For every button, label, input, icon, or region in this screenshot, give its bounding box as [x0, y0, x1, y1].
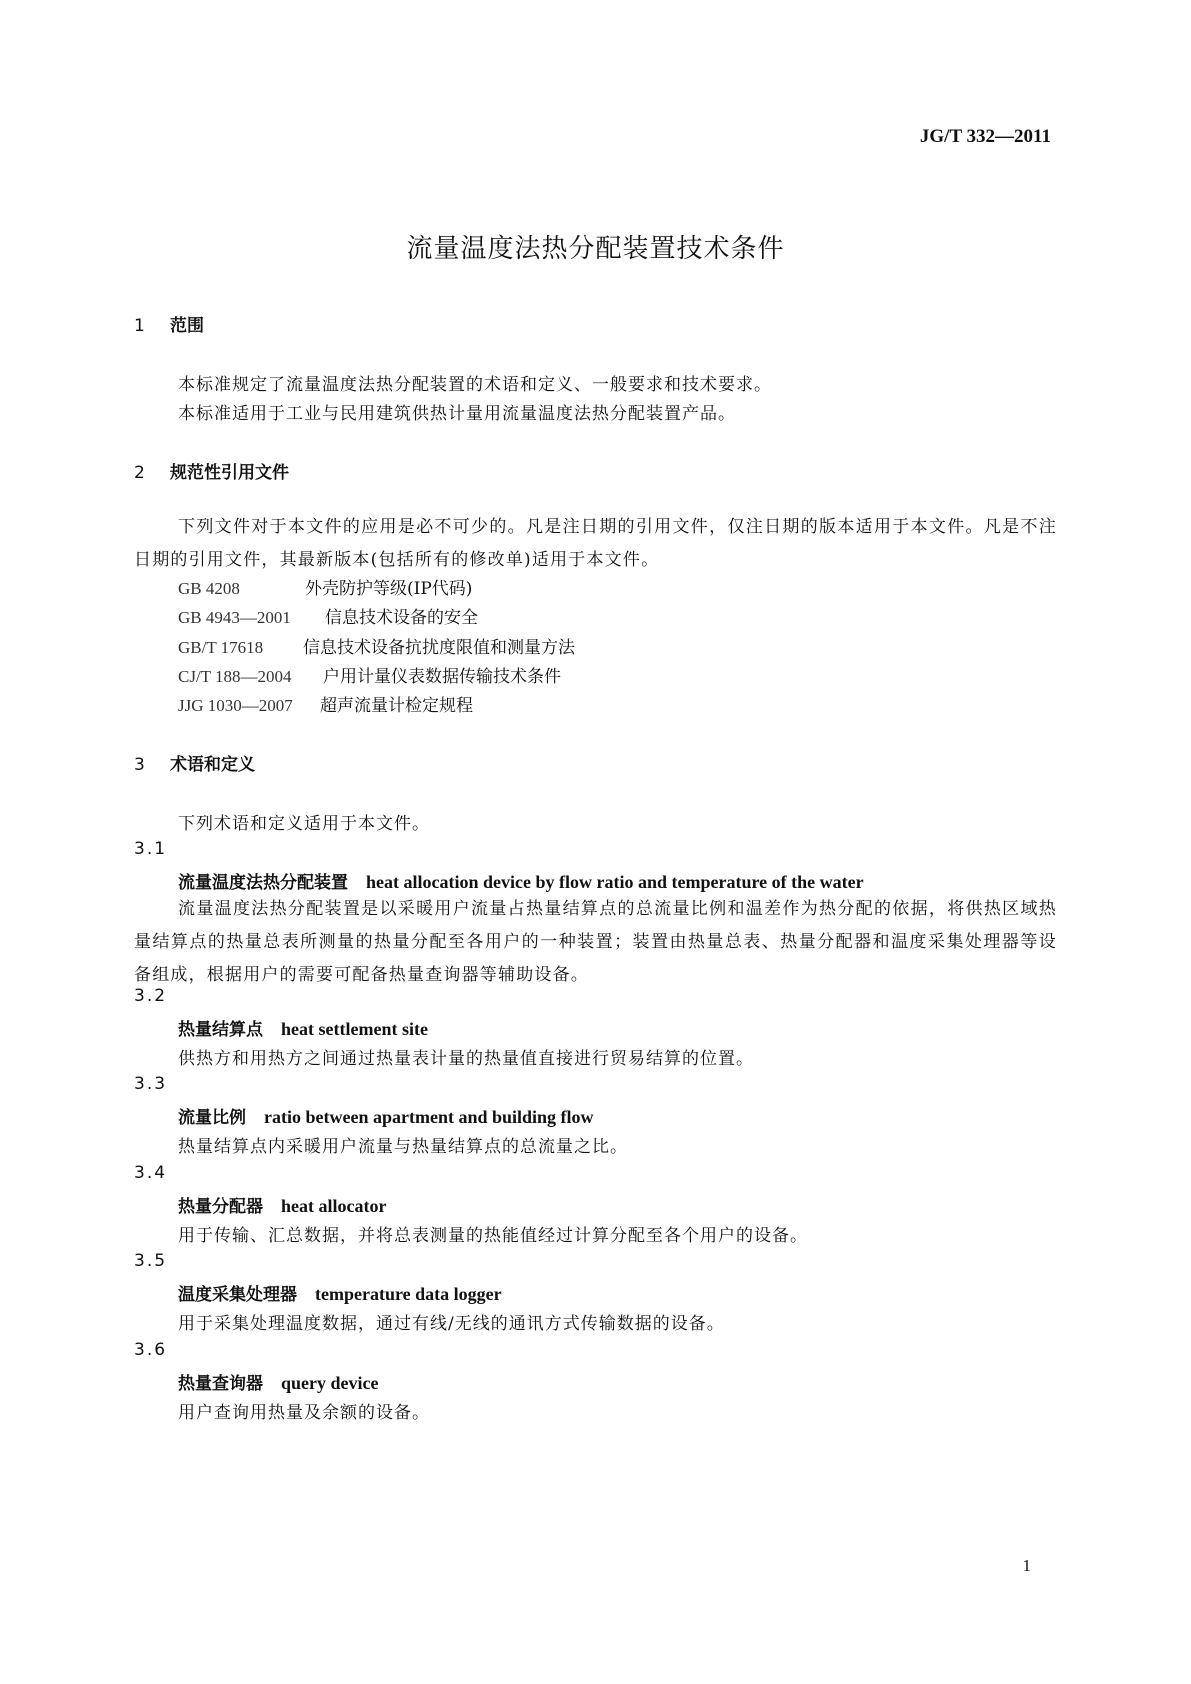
section-number: 2	[134, 463, 145, 483]
clause-number: 3.6	[134, 1340, 168, 1360]
term-chinese: 流量比例	[178, 1108, 246, 1128]
term-heading	[178, 1103, 594, 1128]
term-chinese: 热量查询器	[178, 1374, 263, 1394]
term-english: temperature data logger	[315, 1284, 502, 1304]
section-number: 1	[134, 316, 145, 336]
terms-intro: 下列术语和定义适用于本文件。	[178, 814, 430, 834]
term-definition: 供热方和用热方之间通过热量表计量的热量值直接进行贸易结算的位置。	[178, 1049, 754, 1069]
reference-title: 外壳防护等级(IP代码)	[305, 579, 473, 599]
reference-title: 户用计量仪表数据传输技术条件	[323, 667, 561, 687]
term-english: query device	[281, 1373, 379, 1393]
term-heading	[178, 1192, 386, 1217]
section-title: 术语和定义	[170, 755, 255, 775]
clause-number: 3.5	[134, 1251, 168, 1271]
reference-code: GB 4943—2001	[178, 608, 291, 627]
term-english: heat allocator	[281, 1196, 387, 1216]
term-english: heat settlement site	[281, 1019, 428, 1039]
page-number: 1	[1022, 1556, 1031, 1575]
clause-number: 3.4	[134, 1163, 168, 1183]
reference-item	[178, 691, 473, 716]
term-english: ratio between apartment and building flow	[264, 1107, 594, 1127]
section-3-heading	[134, 750, 255, 775]
section-number: 3	[134, 755, 145, 775]
term-heading	[178, 1015, 428, 1040]
standard-code: JG/T 332—2011	[919, 126, 1051, 147]
reference-item	[178, 603, 478, 628]
references-intro: 下列文件对于本文件的应用是必不可少的。凡是注日期的引用文件，仅注日期的版本适用于本文件。凡是不注日期的引用文件，其最新版本(包括所有的修改单)适用于本文件。	[134, 517, 1057, 570]
reference-code: JJG 1030—2007	[178, 696, 293, 715]
term-heading	[178, 868, 864, 893]
scope-paragraph: 本标准规定了流量温度法热分配装置的术语和定义、一般要求和技术要求。	[178, 375, 772, 395]
term-heading	[178, 1369, 378, 1394]
term-chinese: 热量结算点	[178, 1020, 263, 1040]
reference-item	[178, 662, 561, 687]
clause-number: 3.1	[134, 839, 168, 859]
term-chinese: 热量分配器	[178, 1197, 263, 1217]
term-heading	[178, 1280, 502, 1305]
section-2-heading	[134, 458, 289, 483]
section-title: 规范性引用文件	[170, 463, 289, 483]
reference-code: GB 4208	[178, 579, 240, 598]
reference-title: 超声流量计检定规程	[320, 696, 473, 716]
term-definition: 热量结算点内采暖用户流量与热量结算点的总流量之比。	[178, 1137, 628, 1157]
reference-item	[178, 574, 472, 599]
reference-code: GB/T 17618	[178, 638, 264, 657]
scope-paragraph: 本标准适用于工业与民用建筑供热计量用流量温度法热分配装置产品。	[178, 404, 736, 424]
term-chinese: 温度采集处理器	[178, 1285, 297, 1305]
term-chinese: 流量温度法热分配装置	[178, 873, 348, 893]
section-1-heading	[134, 311, 204, 336]
section-title: 范围	[170, 316, 204, 336]
reference-title: 信息技术设备抗扰度限值和测量方法	[303, 638, 575, 658]
term-definition: 流量温度法热分配装置是以采暖用户流量占热量结算点的总流量比例和温差作为热分配的依据，将供热区域热量结算点的热量总表所测量的热量分配至各用户的一种装置；装置由热量总表、热量分配器和温度采集处理器等设备组成，根据用户的需要可配备热量查询器等辅助设备。	[134, 899, 1057, 985]
reference-code: CJ/T 188—2004	[178, 667, 292, 686]
term-definition: 用户查询用热量及余额的设备。	[178, 1403, 430, 1423]
reference-item	[178, 633, 575, 658]
document-title: 流量温度法热分配装置技术条件	[406, 234, 785, 264]
clause-number: 3.2	[134, 986, 168, 1006]
term-definition: 用于传输、汇总数据，并将总表测量的热能值经过计算分配至各个用户的设备。	[178, 1226, 808, 1246]
term-definition: 用于采集处理温度数据，通过有线/无线的通讯方式传输数据的设备。	[178, 1314, 725, 1334]
clause-number: 3.3	[134, 1074, 168, 1094]
reference-title: 信息技术设备的安全	[325, 608, 478, 628]
term-english: heat allocation device by flow ratio and temperature of the water	[366, 872, 864, 892]
